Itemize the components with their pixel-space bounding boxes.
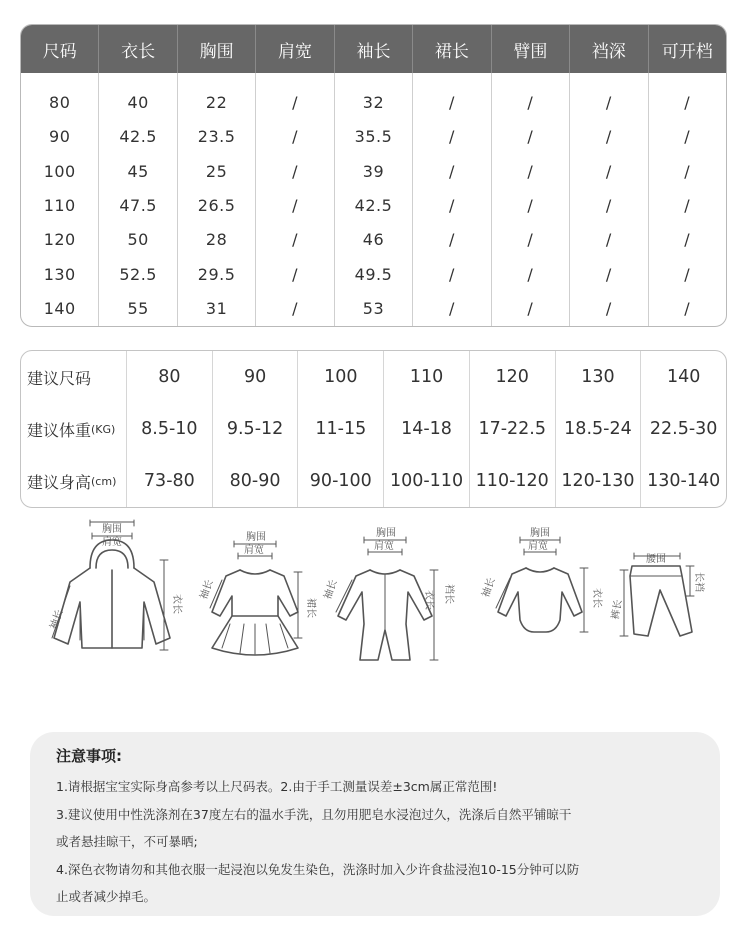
size-chart-cell: 46 — [362, 230, 385, 250]
size-chart-cell: / — [527, 92, 534, 112]
label-chest: 胸围 — [246, 532, 266, 543]
header-crotch-depth: 裆深 — [570, 25, 648, 73]
size-chart-cell: / — [448, 195, 455, 215]
size-chart-cell: / — [292, 230, 298, 250]
recommendation-cell: 8.5-10 — [141, 419, 198, 439]
recommendation-column — [556, 351, 642, 507]
header-garment-length: 衣长 — [99, 25, 177, 73]
recommendation-cell: 80 — [158, 367, 181, 387]
size-chart-cell: 23.5 — [197, 127, 236, 147]
size-chart-cell: / — [527, 230, 534, 250]
size-chart-cell: 39 — [362, 161, 385, 181]
size-chart-cell: / — [527, 264, 534, 284]
size-chart-cell: / — [605, 195, 612, 215]
label-shoulder: 肩宽 — [244, 545, 264, 556]
notes-line: 1.请根据宝宝实际身高参考以上尺码表。2.由于手工测量误差±3cm属正常范围! — [56, 779, 498, 794]
size-chart-cell: / — [684, 264, 691, 284]
size-chart-cell: 53 — [362, 299, 385, 319]
notes-line: 或者悬挂晾干，不可暴晒; — [56, 834, 198, 849]
size-chart-cell: / — [448, 127, 455, 147]
recommendation-cell: 110 — [409, 367, 444, 387]
recommendation-table — [20, 350, 727, 508]
size-chart-cell: 100 — [43, 161, 76, 181]
label-text: 建议身高 — [27, 472, 92, 492]
size-chart-cell: 40 — [127, 92, 149, 112]
recommendation-cell: 140 — [666, 367, 701, 387]
recommendation-cell: 18.5-24 — [564, 419, 632, 439]
recommendation-cell: 17-22.5 — [478, 419, 547, 439]
size-chart-cell: / — [527, 195, 534, 215]
size-chart-column — [335, 73, 413, 326]
size-chart-cell: 42.5 — [119, 127, 157, 147]
size-chart-cell: / — [605, 230, 612, 250]
label-suggested-size — [21, 351, 126, 403]
recommendation-cell: 100-110 — [389, 471, 464, 491]
label-crotch: 裆长 — [443, 584, 454, 604]
recommendation-column — [213, 351, 299, 507]
size-chart-cell: 80 — [49, 92, 71, 112]
size-chart-cell: / — [684, 195, 691, 215]
size-chart-cell: 29.5 — [197, 264, 236, 284]
size-chart-cell: 130 — [43, 264, 76, 284]
size-chart-cell: / — [292, 92, 298, 112]
size-chart-cell: 22 — [205, 92, 228, 112]
header-skirt-length: 裙长 — [413, 25, 491, 73]
size-chart-cell: / — [605, 264, 612, 284]
label-text: 建议体重 — [27, 420, 92, 440]
label-chest: 胸围 — [102, 524, 122, 535]
label-crotch: 长裆 — [693, 572, 704, 592]
measurement-illustrations — [40, 520, 720, 670]
recommendation-cell: 100 — [324, 367, 358, 387]
label-length: 裤长 — [610, 598, 625, 621]
size-chart-cell: / — [605, 299, 612, 319]
notes-title: 注意事项: — [56, 747, 122, 765]
notes-line: 3.建议使用中性洗涤剂在37度左右的温水手洗，且勿用肥皂水浸泡过久，洗涤后自然平铺晾干 — [56, 806, 572, 822]
size-chart-cell: 26.5 — [197, 195, 236, 215]
label-sleeve: 袖长 — [48, 608, 66, 632]
recommendation-column — [384, 351, 470, 507]
romper-illustration — [320, 520, 454, 670]
size-chart-cell: 55 — [127, 299, 149, 319]
size-chart-cell: 25 — [205, 161, 228, 181]
bodysuit-illustration — [480, 520, 600, 670]
size-chart-column — [413, 73, 491, 326]
label-sleeve: 袖长 — [322, 578, 340, 602]
label-text: 建议尺码 — [27, 368, 92, 388]
size-chart-column — [492, 73, 570, 326]
size-chart-cell: 50 — [127, 230, 149, 250]
recommendation-cell: 130 — [581, 367, 615, 387]
size-chart-cell: / — [448, 299, 455, 319]
size-chart-cell: / — [292, 299, 298, 319]
notes-line: 4.深色衣物请勿和其他衣服一起浸泡以免发生染色，洗涤时加入少许食盐浸泡10-15分钟可以防 — [56, 861, 580, 877]
recommendation-cell: 80-90 — [229, 471, 281, 491]
recommendation-cell: 110-120 — [475, 471, 549, 491]
size-chart-cell: / — [527, 127, 534, 147]
size-chart-cell: 28 — [205, 230, 228, 250]
size-chart-cell: / — [448, 161, 455, 181]
hooded-jacket-illustration — [40, 520, 180, 670]
label-chest: 胸围 — [530, 528, 550, 539]
label-suggested-height — [21, 455, 126, 507]
size-chart-cell: 45 — [127, 161, 149, 181]
size-chart-column — [178, 73, 256, 326]
recommendation-cell: 90 — [243, 367, 267, 387]
label-waist: 腰围 — [646, 554, 666, 565]
recommendation-cell: 9.5-12 — [226, 419, 284, 439]
size-chart-cell: 110 — [43, 195, 76, 215]
size-chart-cell: / — [605, 92, 612, 112]
size-chart-cell: / — [527, 299, 534, 319]
size-chart-cell: 42.5 — [354, 195, 393, 215]
size-chart-column — [570, 73, 648, 326]
recommendation-cell: 130-140 — [647, 471, 721, 491]
size-chart-cell: / — [605, 161, 612, 181]
label-chest: 胸围 — [376, 528, 396, 539]
label-shoulder: 肩宽 — [528, 541, 548, 552]
header-chest: 胸围 — [178, 25, 256, 73]
label-shoulder: 肩宽 — [102, 537, 122, 548]
size-chart-cell: 90 — [49, 127, 71, 147]
size-chart-cell: / — [448, 264, 455, 284]
header-sleeve-length: 袖长 — [335, 25, 413, 73]
size-chart-cell: 47.5 — [119, 195, 157, 215]
size-chart-cell: / — [292, 195, 298, 215]
recommendation-column — [298, 351, 384, 507]
size-chart-cell: 120 — [43, 230, 76, 250]
size-chart-cell: / — [527, 161, 534, 181]
size-chart-table — [20, 24, 727, 327]
size-chart-cell: / — [684, 230, 691, 250]
size-chart-column — [649, 73, 726, 326]
recommendation-cell: 120-130 — [561, 471, 635, 491]
size-chart-column — [21, 73, 99, 326]
dress-illustration — [198, 520, 316, 670]
size-chart-column — [99, 73, 177, 326]
recommendation-cell: 73-80 — [143, 471, 195, 491]
label-length: 衣长 — [423, 590, 434, 610]
size-chart-cell: 140 — [43, 299, 76, 319]
recommendation-cell: 22.5-30 — [649, 419, 718, 439]
size-chart-cell: / — [684, 127, 691, 147]
header-arm-circumference: 臂围 — [492, 25, 570, 73]
size-chart-header-row — [21, 25, 726, 73]
label-length: 裙长 — [305, 598, 316, 618]
size-chart-column — [256, 73, 334, 326]
label-shoulder: 肩宽 — [374, 541, 394, 552]
recommendation-column — [470, 351, 556, 507]
size-chart-cell: / — [684, 161, 691, 181]
size-chart-cell: / — [684, 299, 691, 319]
size-chart-cell: / — [448, 230, 455, 250]
size-chart-cell: / — [605, 127, 612, 147]
size-chart-cell: 52.5 — [119, 264, 157, 284]
size-chart-cell: 32 — [362, 92, 385, 112]
size-chart-body — [21, 73, 726, 326]
size-chart-cell: 49.5 — [354, 264, 393, 284]
label-sleeve: 袖长 — [480, 576, 498, 600]
recommendation-column — [127, 351, 213, 507]
pants-illustration — [610, 520, 710, 670]
header-size: 尺码 — [21, 25, 99, 73]
header-open-crotch: 可开档 — [661, 41, 713, 62]
size-chart-cell: / — [684, 92, 691, 112]
recommendation-cell: 14-18 — [401, 419, 452, 439]
size-chart-cell: / — [448, 92, 455, 112]
recommendation-cell: 11-15 — [315, 419, 367, 439]
label-crotch: 衣长 — [591, 588, 602, 608]
care-notes — [30, 732, 720, 916]
label-sleeve: 袖长 — [198, 578, 216, 602]
size-chart-cell: / — [292, 127, 298, 147]
label-unit: (KG) — [91, 422, 116, 436]
size-chart-cell: 31 — [205, 299, 228, 319]
label-unit: (cm) — [91, 474, 117, 488]
recommendation-column — [641, 351, 726, 507]
label-suggested-weight — [21, 403, 126, 455]
size-chart-cell: 35.5 — [354, 127, 393, 147]
notes-line: 止或者减少掉毛。 — [56, 889, 157, 904]
size-chart-cell: / — [292, 264, 298, 284]
recommendation-cell: 120 — [495, 367, 529, 387]
recommendation-cell: 90-100 — [309, 471, 372, 491]
header-shoulder: 肩宽 — [256, 25, 334, 73]
size-chart-cell: / — [292, 161, 298, 181]
label-length: 衣长 — [171, 594, 182, 614]
recommendation-label-column — [21, 351, 127, 507]
